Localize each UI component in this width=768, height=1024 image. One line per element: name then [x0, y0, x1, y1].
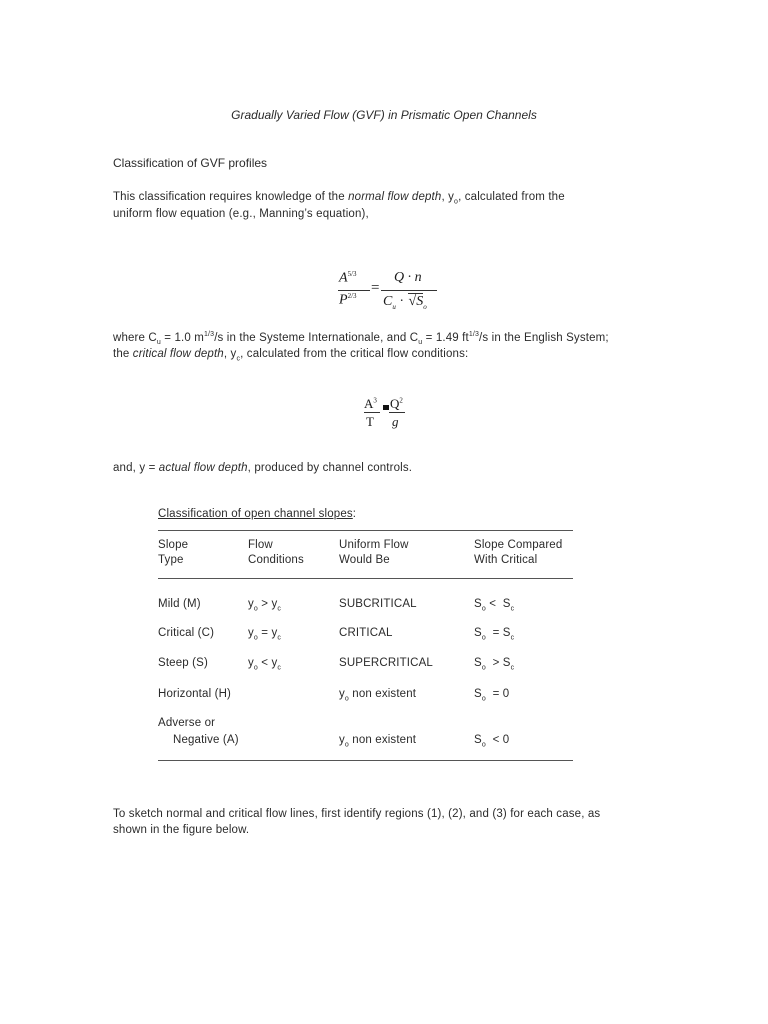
row-horizontal-slope: $S_o = 0$ — [474, 688, 510, 703]
manning-lhs-denominator: $P^{2/3}$ — [339, 292, 357, 308]
row-steep-slope: $S_o > S_c$ — [474, 657, 515, 672]
manning-rhs-fraction-bar — [381, 290, 437, 291]
table-top-rule — [158, 530, 573, 531]
row-horizontal-uniform: $y_o$ non existent — [339, 688, 417, 703]
where-line: where $C_u = 1.0$ $m^{1/3}/s$ in the Systeme Internationale, and $C_u = 1.49$ $ft^{1/3}/s$ in the English System; — [113, 331, 609, 347]
row-critical-conditions: $y_o = y_c$ — [248, 627, 282, 642]
critical-rhs-fraction-bar — [389, 412, 405, 413]
manning-equation — [336, 268, 446, 320]
row-critical-slope: $S_o = S_c$ — [474, 627, 515, 642]
manning-rhs-numerator: Q · n — [394, 270, 422, 285]
closing-line-2: shown in the figure below. — [113, 824, 250, 836]
critical-lhs-numerator: $A^3$ — [364, 396, 377, 411]
actual-depth-line: and, y = actual flow depth, produced by channel controls. — [113, 462, 413, 474]
row-mild-conditions: $y_o > y_c$ — [248, 598, 282, 613]
header-flow-conditions: Flow Conditions — [248, 539, 304, 566]
section-heading: Classification of GVF profiles — [113, 156, 268, 170]
row-adverse-type-line1: Adverse or — [158, 717, 216, 729]
page-title: Gradually Varied Flow (GVF) in Prismatic Open Channels — [231, 108, 537, 122]
row-steep-conditions: $y_o < y_c$ — [248, 657, 282, 672]
closing-line-1: To sketch normal and critical flow lines, first identify regions (1), (2), and (3) for each case, as — [113, 808, 601, 820]
row-steep-uniform: SUPERCRITICAL — [339, 657, 433, 669]
row-mild-uniform: SUBCRITICAL — [339, 598, 417, 610]
critical-lhs-fraction-bar — [364, 412, 380, 413]
critical-lhs-denominator: T — [366, 414, 374, 429]
row-mild-type: Mild (M) — [158, 598, 201, 610]
manning-equals: = — [371, 280, 380, 296]
equals-mark — [383, 405, 389, 410]
critical-depth-line: the critical flow depth, $y_c$, calculated from the critical flow conditions: — [113, 348, 469, 363]
row-adverse-slope: $S_o < 0$ — [474, 734, 510, 749]
row-mild-slope: $S_o < S_c$ — [474, 598, 515, 613]
header-slope-type: Slope Type — [158, 539, 189, 566]
intro-line-1: This classification requires knowledge of the normal flow depth, $y_o$, calculated from the — [113, 191, 565, 206]
table-caption: Classification of open channel slopes: — [158, 508, 357, 520]
row-adverse-type-line2: Negative (A) — [173, 734, 239, 746]
intro-line-2: uniform flow equation (e.g., Manning’s equation), — [113, 208, 369, 220]
sqrt-symbol: √ — [408, 294, 417, 309]
manning-lhs-fraction-bar — [338, 290, 370, 291]
row-adverse-uniform: $y_o$ non existent — [339, 734, 417, 749]
table-header-rule — [158, 578, 573, 579]
row-critical-type: Critical (C) — [158, 627, 215, 639]
critical-equation — [364, 394, 414, 434]
manning-lhs-numerator: $A^{5/3}$ — [339, 270, 357, 286]
row-horizontal-type: Horizontal (H) — [158, 688, 232, 700]
table-bottom-rule — [158, 760, 573, 761]
critical-rhs-denominator: g — [392, 414, 399, 429]
manning-rhs-denominator: $C_u \cdot √S_o$ — [383, 294, 427, 311]
row-steep-type: Steep (S) — [158, 657, 208, 669]
row-critical-uniform: CRITICAL — [339, 627, 393, 639]
header-uniform-flow: Uniform Flow Would Be — [339, 539, 409, 566]
critical-rhs-numerator: $Q^2$ — [390, 396, 403, 411]
header-slope-compared: Slope Compared With Critical — [474, 539, 563, 566]
